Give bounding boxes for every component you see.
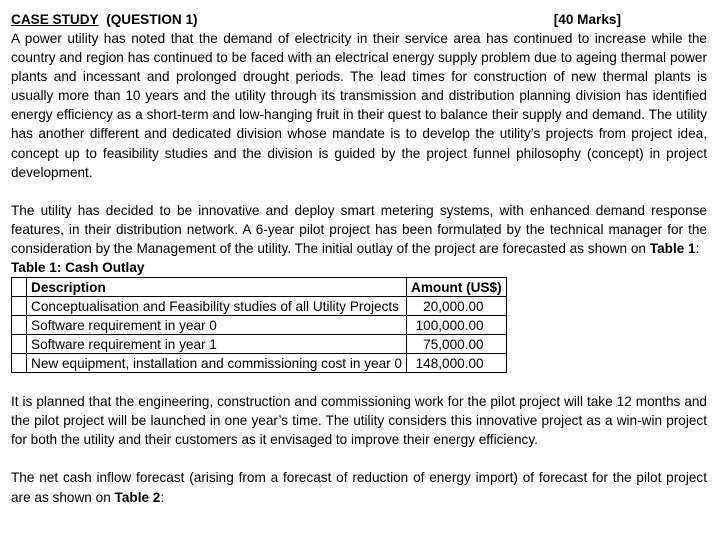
table1-reference: Table 1 <box>649 240 696 256</box>
case-study-label: CASE STUDY <box>11 12 99 27</box>
row-description: New equipment, installation and commissioning cost in year 0 <box>27 354 407 373</box>
row-amount: 75,000.00 <box>407 335 507 354</box>
table2-reference: Table 2 <box>114 489 161 505</box>
row-amount: 100,000.00 <box>407 316 507 335</box>
header-description: Description <box>27 278 407 297</box>
document-page <box>11 10 707 507</box>
paragraph-pilot-text: The utility has decided to be innovative and deploy smart metering systems, with enhanced demand response features, in their distribution network. A 6-year pilot project has been formulated by the technical manager for the consideration by the Management of the utility. The initial outlay of the project are forecasted as shown on <box>11 202 707 256</box>
row-description: Software requirement in year 1 <box>27 335 407 354</box>
table-header-row <box>12 278 507 297</box>
row-marker <box>12 297 27 316</box>
row-marker <box>12 354 27 373</box>
table-row <box>12 335 507 354</box>
question-label: (QUESTION 1) <box>106 12 198 27</box>
heading-left <box>11 10 198 29</box>
question-heading <box>11 10 707 29</box>
paragraph-context: A power utility has noted that the demand of electricity in their service area has continued to increase while the country and region has continued to be faced with an electrical energy supply problem due to ageing thermal power plants and incessant and prolonged drought periods. The lead times for construction of new thermal plants is usually more than 10 years and the utility through its transmission and distribution planning division has identified energy efficiency as a short-term and low-hanging fruit in their quest to balance their supply and demand. The utility has another different and dedicated division whose mandate is to develop the utility’s projects from project idea, concept up to feasibility studies and the division is guided by the project funnel philosophy (concept) in project development. <box>11 31 707 180</box>
paragraph-pilot-project <box>11 201 707 258</box>
table-row <box>12 316 507 335</box>
spacer <box>11 449 707 468</box>
row-description: Software requirement in year 0 <box>27 316 407 335</box>
paragraph-cash-inflow <box>11 468 707 506</box>
cash-outlay-table <box>11 277 507 373</box>
marks-label: [40 Marks] <box>553 12 621 27</box>
paragraph-schedule: It is planned that the engineering, construction and commissioning work for the pilot project will take 12 months and the pilot project will be launched in one year’s time. The utility considers this innovative project as a win-win project for both the utility and their customers as it envisaged to improve their energy efficiency. <box>11 394 707 448</box>
paragraph-inflow-text: The net cash inflow forecast (arising from a forecast of reduction of energy import) of forecast for the pilot project are as shown on <box>11 470 707 505</box>
row-marker <box>12 335 27 354</box>
paragraph-pilot-end: : <box>695 240 700 256</box>
spacer <box>11 373 707 392</box>
row-marker <box>12 278 27 297</box>
spacer <box>11 182 707 201</box>
row-marker <box>12 316 27 335</box>
table-row <box>12 354 507 373</box>
row-amount: 20,000.00 <box>407 297 507 316</box>
table-row <box>12 297 507 316</box>
header-amount: Amount (US$) <box>407 278 507 297</box>
row-description: Conceptualisation and Feasibility studies of all Utility Projects <box>27 297 407 316</box>
row-amount: 148,000.00 <box>407 354 507 373</box>
paragraph-inflow-end: : <box>160 489 165 505</box>
table1-title: Table 1: Cash Outlay <box>11 260 145 276</box>
